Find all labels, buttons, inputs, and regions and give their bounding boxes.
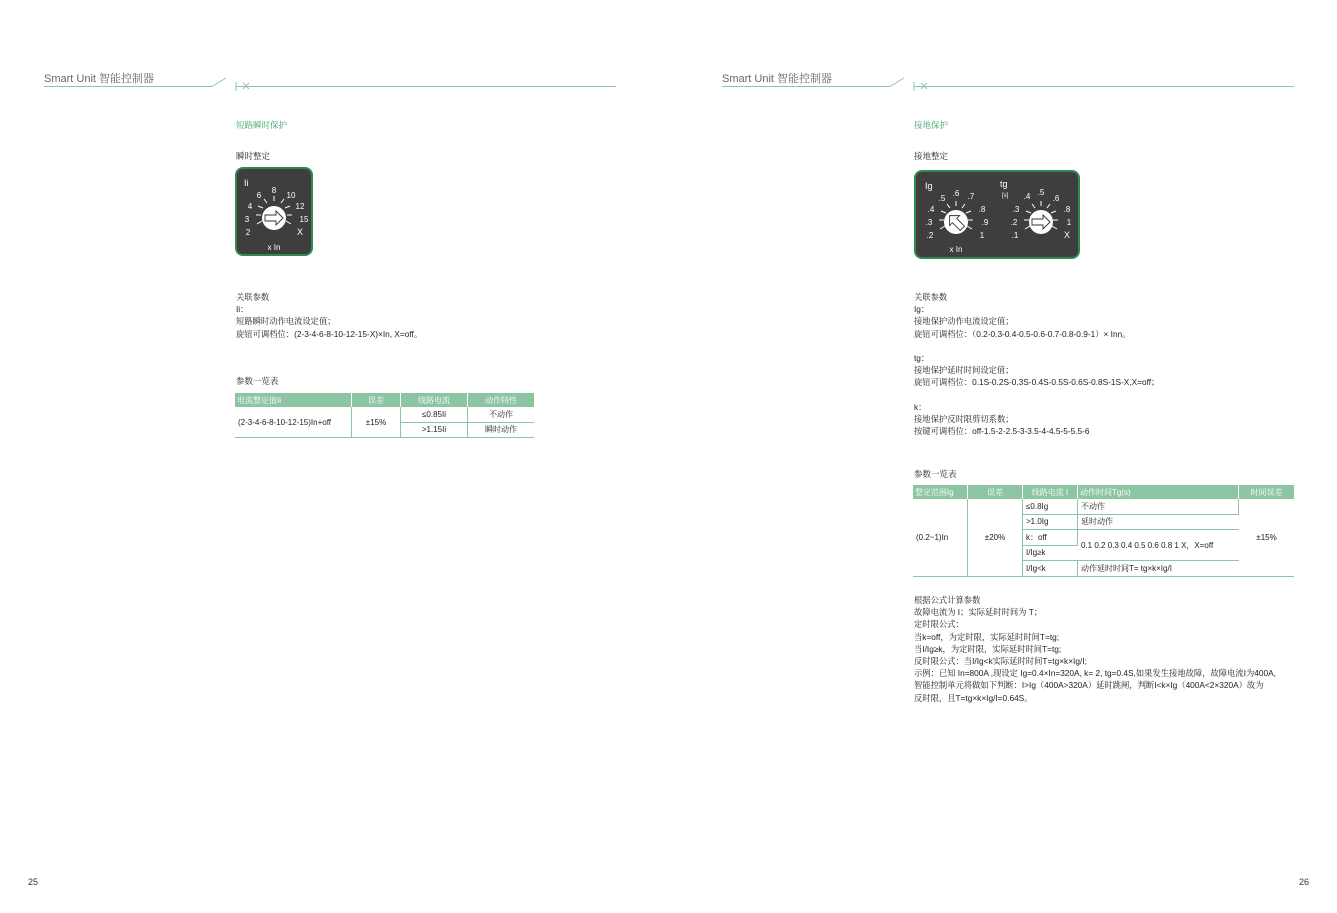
ground-dials <box>916 172 1078 257</box>
ii-dial-symbol: Ii <box>244 178 249 188</box>
tg-mark: .2 <box>1010 218 1018 227</box>
ig-range: 旋钮可调档位：（0.2-0.3-0.4-0.5-0.6-0.7-0.8-0.9-1）× Inn。 <box>914 328 1131 339</box>
ig-dial-unit: x In <box>949 245 963 254</box>
tg-mark: .1 <box>1011 231 1019 240</box>
ground-dial-panel <box>914 170 1080 259</box>
formula-line: 示例：已知 In=800A ,现设定 Ig=0.4×In=320A, k= 2, tg=0.4S,如果发生接地故障，故障电流I为400A, <box>914 668 1276 679</box>
current-cell: k：off <box>1023 530 1078 546</box>
ig-dial-symbol: Ig <box>925 181 933 191</box>
ig-mark: 1 <box>979 231 985 240</box>
col-header: 电流整定值Ii <box>235 393 352 407</box>
tg-mark: .4 <box>1023 192 1031 201</box>
ig-mark: .5 <box>938 194 946 203</box>
formula-line: 反时限，且T=tg×k×Ig/I=0.64S。 <box>914 692 1033 703</box>
ii-mark: 2 <box>245 228 251 237</box>
tg-range: 旋钮可调档位：0.1S-0.2S-0.3S-0.4S-0.5S-0.6S-0.8S-1S-X,X=off； <box>914 377 1160 388</box>
tolerance-cell: ±20% <box>968 499 1023 576</box>
action-cell: 延时动作 <box>1078 514 1239 530</box>
tg-param: tg： <box>914 352 930 363</box>
ii-mark: 6 <box>256 191 262 200</box>
col-header: 动作特性 <box>468 393 535 407</box>
related-title: 关联参数 <box>914 292 948 302</box>
formula-line: 当k=off，为定时限，实际延时时间T=tg; <box>914 631 1060 642</box>
action-cell: 不动作 <box>1078 499 1239 514</box>
setting-cell: (2-3-4-6-8-10-12-15)In+off <box>235 407 352 438</box>
tg-desc: 接地保护延时时间设定值； <box>914 365 1014 376</box>
formula-line: 故障电流为 I；实际延时时间为 T； <box>914 607 1043 618</box>
col-header: 动作时间Tg(s) <box>1078 485 1239 499</box>
current-cell: ≤0.8Ig <box>1023 499 1078 514</box>
formula-line: 智能控制单元将做如下判断：I>Ig（400A>320A）延时跳闸，判断I<k×Ig（400A<2×320A）故为 <box>914 680 1264 691</box>
action-cell: 瞬时动作 <box>468 422 535 438</box>
time-tolerance-cell: ±15% <box>1239 499 1295 576</box>
setting-cell: (0.2~1)In <box>913 499 968 576</box>
tg-mark: .3 <box>1012 205 1020 214</box>
instant-setting-label: 瞬时整定 <box>236 151 271 161</box>
ig-mark: .8 <box>978 205 986 214</box>
right-param-table <box>913 485 1294 577</box>
tg-mark: .8 <box>1063 205 1071 214</box>
col-header: 整定范围Ig <box>913 485 968 499</box>
ii-mark: 8 <box>271 186 277 195</box>
ii-dial-unit: x In <box>267 243 281 252</box>
right-page-header: Smart Unit 智能控制器 <box>722 73 833 85</box>
ii-mark: X <box>296 227 304 237</box>
formula-line: 当I/Ig≥k，为定时限，实际延时时间T=tg; <box>914 643 1062 654</box>
ii-dial <box>237 169 311 254</box>
formula-block <box>914 594 1276 704</box>
right-header-rule <box>718 76 1298 92</box>
current-cell: >1.0Ig <box>1023 514 1078 530</box>
formula-line: 反时限公式：当I/Ig<k实际延时时间T=tg×k×Ig/I; <box>914 655 1087 666</box>
k-param: k： <box>914 401 927 412</box>
k-desc: 接地保护反时限剪切系数； <box>914 413 1014 424</box>
related-title: 关联参数 <box>236 292 270 302</box>
ig-mark: .9 <box>981 218 989 227</box>
ground-setting-label: 接地整定 <box>914 151 949 161</box>
action-cell: 0.1 0.2 0.3 0.4 0.5 0.6 0.8 1 X，X=off <box>1078 530 1239 561</box>
col-header: 线路电流 I <box>1023 485 1078 499</box>
action-cell: 不动作 <box>468 407 535 422</box>
current-cell: >1.15Ii <box>401 422 468 438</box>
left-header-rule <box>40 76 620 92</box>
left-related-params <box>236 291 422 340</box>
col-header: 误差 <box>352 393 401 407</box>
tg-mark: X <box>1063 230 1071 240</box>
left-section-title: 短路瞬时保护 <box>236 120 288 130</box>
ii-desc: 短路瞬时动作电流设定值； <box>236 316 336 327</box>
col-header: 误差 <box>968 485 1023 499</box>
tg-dial-symbol: tg <box>1000 179 1008 189</box>
k-range: 按键可调档位：off-1.5-2-2.5-3-3.5-4-4.5-5-5.5-6 <box>914 426 1090 437</box>
right-table-title: 参数一览表 <box>914 469 957 479</box>
action-cell: 动作延时时间T= tg×k×Ig/I <box>1078 561 1239 577</box>
ig-param: Ig： <box>914 304 930 315</box>
ig-mark: .4 <box>927 205 935 214</box>
left-page-number: 25 <box>28 877 39 887</box>
ig-desc: 接地保护动作电流设定值； <box>914 316 1014 327</box>
ii-mark: 4 <box>247 202 253 211</box>
tg-mark: 1 <box>1066 218 1072 227</box>
ii-mark: 3 <box>244 215 250 224</box>
ii-range: 旋钮可调档位：(2-3-4-6-8-10-12-15-X)×In, X=off。 <box>236 328 423 339</box>
tolerance-cell: ±15% <box>352 407 401 438</box>
col-header: 时间误差 <box>1239 485 1295 499</box>
ii-mark: 15 <box>299 215 309 224</box>
tg-mark: .5 <box>1037 188 1045 197</box>
ig-mark: .6 <box>952 189 960 198</box>
ig-mark: .7 <box>967 192 975 201</box>
ig-mark: .3 <box>925 218 933 227</box>
formula-line: 定时限公式： <box>914 619 964 630</box>
right-related-params <box>914 291 1159 437</box>
formula-title: 根据公式计算参数 <box>914 595 981 605</box>
current-cell: I/Ig≥k <box>1023 545 1078 561</box>
left-param-table <box>235 393 534 438</box>
right-page-number: 26 <box>1299 877 1310 887</box>
ii-mark: 10 <box>286 191 296 200</box>
left-table-title: 参数一览表 <box>236 376 279 386</box>
current-cell: I/Ig<k <box>1023 561 1078 577</box>
tg-dial-unit: [s] <box>1002 193 1009 199</box>
ig-mark: .2 <box>926 231 934 240</box>
ii-param: Ii： <box>236 304 249 315</box>
right-section-title: 接地保护 <box>914 120 949 130</box>
tg-mark: .6 <box>1052 194 1060 203</box>
col-header: 线路电流 <box>401 393 468 407</box>
ii-mark: 12 <box>295 202 305 211</box>
left-page-header: Smart Unit 智能控制器 <box>44 73 155 85</box>
current-cell: ≤0.85Ii <box>401 407 468 422</box>
ii-dial-panel <box>235 167 313 256</box>
